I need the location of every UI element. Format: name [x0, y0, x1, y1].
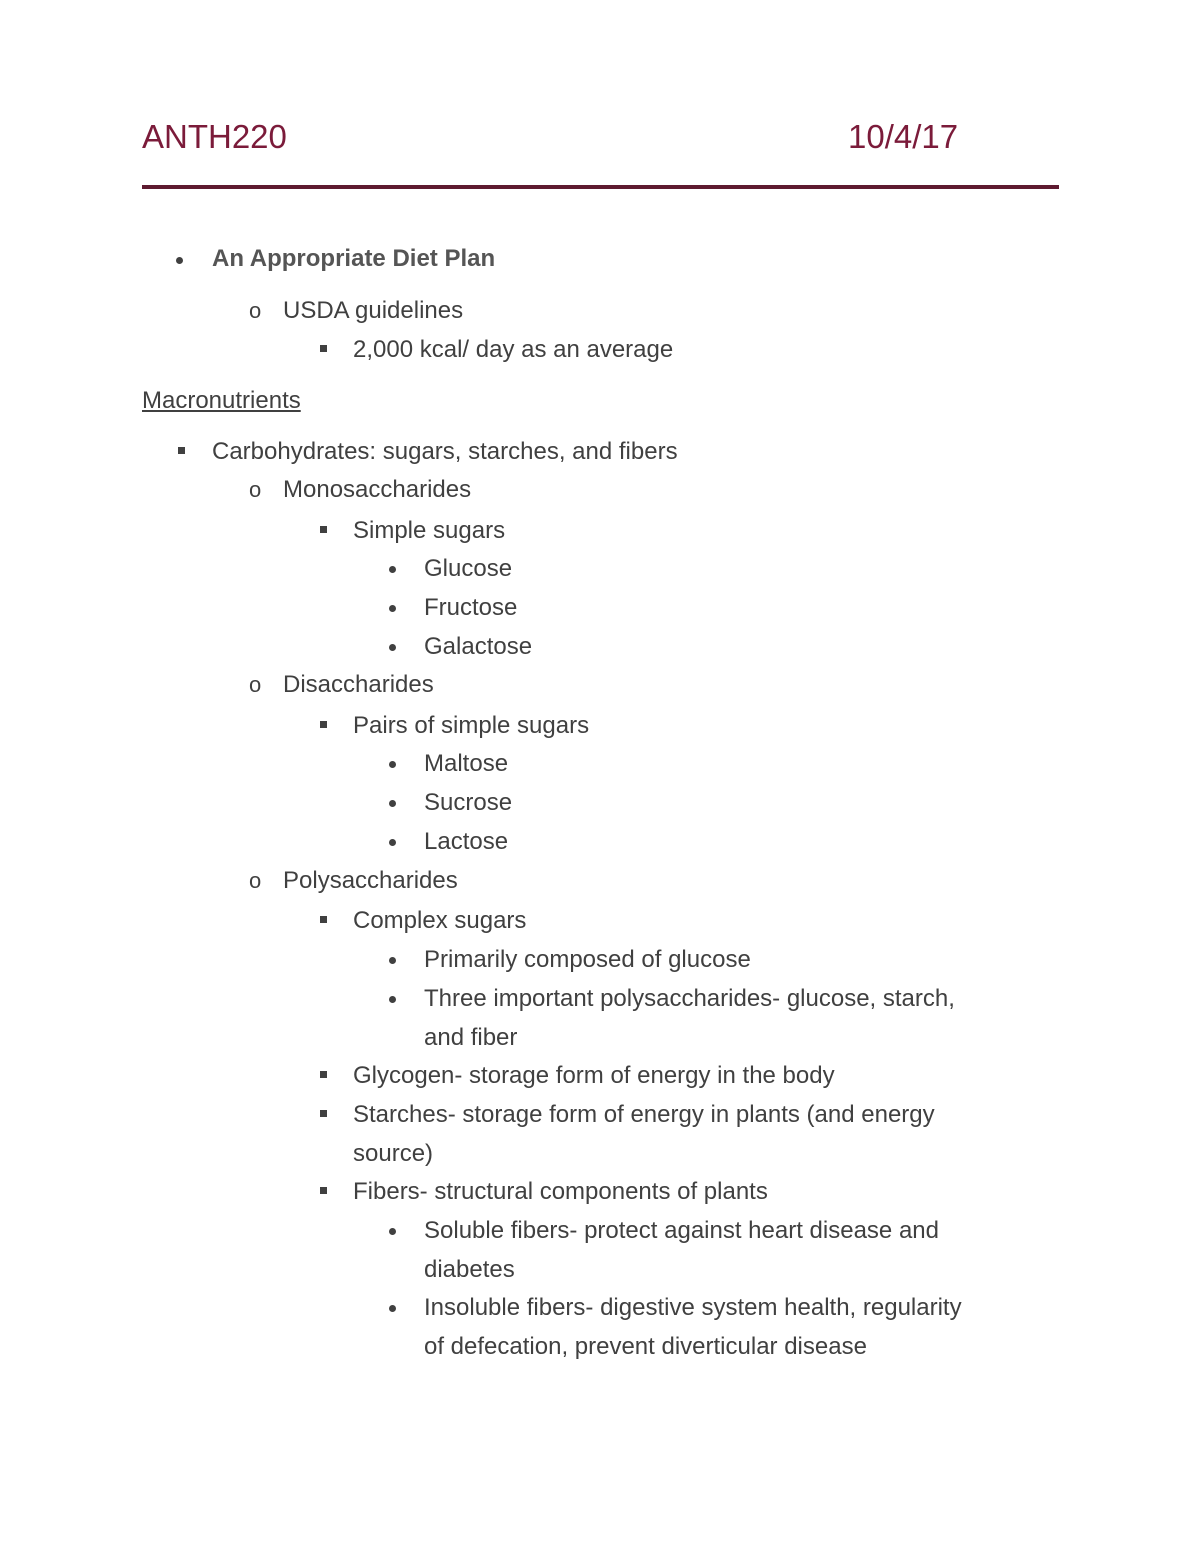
outline-item-mono: Monosaccharides: [283, 476, 472, 503]
outline-item-insoluble-line1: Insoluble fibers- digestive system health, regularity: [424, 1294, 962, 1321]
bullet-dot-icon: [389, 1228, 396, 1235]
outline-item-three-line2: and fiber: [424, 1024, 518, 1051]
outline-item-galactose: Galactose: [424, 633, 533, 660]
bullet-dot-icon: [176, 257, 183, 264]
outline-item-insoluble-line2: of defecation, prevent diverticular disease: [424, 1333, 867, 1360]
outline-item-sucrose: Sucrose: [424, 789, 513, 816]
bullet-square-icon: [320, 1071, 327, 1078]
bullet-square-icon: [178, 447, 185, 454]
bullet-square-icon: [320, 916, 327, 923]
header-rule: [142, 185, 1059, 189]
outline-item-primarily: Primarily composed of glucose: [424, 946, 751, 973]
bullet-circle-icon: o: [249, 477, 262, 502]
bullet-dot-icon: [389, 566, 396, 573]
bullet-dot-icon: [389, 761, 396, 768]
outline-item-simple: Simple sugars: [353, 517, 506, 544]
course-code: ANTH220: [142, 118, 287, 155]
bullet-circle-icon: o: [249, 298, 262, 323]
bullet-circle-icon: o: [249, 868, 262, 893]
bullet-dot-icon: [389, 839, 396, 846]
note-date: 10/4/17: [848, 118, 959, 155]
outline-item-usda: USDA guidelines: [283, 297, 464, 324]
outline-item-soluble-line1: Soluble fibers- protect against heart disease and: [424, 1217, 939, 1244]
outline-item-poly: Polysaccharides: [283, 867, 458, 894]
outline-item-complex: Complex sugars: [353, 907, 527, 934]
bullet-circle-icon: o: [249, 672, 262, 697]
outline-item-starches-line2: source): [353, 1140, 434, 1167]
outline-item-maltose: Maltose: [424, 750, 509, 777]
bullet-square-icon: [320, 1187, 327, 1194]
outline-item-glycogen: Glycogen- storage form of energy in the body: [353, 1062, 835, 1089]
outline-item-carbs: Carbohydrates: sugars, starches, and fibers: [212, 438, 678, 465]
page-header: [142, 118, 1058, 168]
bullet-dot-icon: [389, 1305, 396, 1312]
bullet-square-icon: [320, 345, 327, 352]
outline-item-three-line1: Three important polysaccharides- glucose, starch,: [424, 985, 955, 1012]
bullet-dot-icon: [389, 957, 396, 964]
outline-item-starches-line1: Starches- storage form of energy in plants (and energy: [353, 1101, 935, 1128]
section-heading-macronutrients: Macronutrients: [142, 387, 301, 414]
bullet-square-icon: [320, 1110, 327, 1117]
outline-heading-diet-plan: An Appropriate Diet Plan: [212, 245, 496, 272]
outline-item-glucose: Glucose: [424, 555, 513, 582]
outline-item-kcal: 2,000 kcal/ day as an average: [353, 336, 674, 363]
bullet-square-icon: [320, 721, 327, 728]
outline-item-fructose: Fructose: [424, 594, 518, 621]
bullet-dot-icon: [389, 605, 396, 612]
bullet-square-icon: [320, 526, 327, 533]
outline-item-lactose: Lactose: [424, 828, 509, 855]
outline-item-pairs: Pairs of simple sugars: [353, 712, 590, 739]
bullet-dot-icon: [389, 996, 396, 1003]
outline-item-di: Disaccharides: [283, 671, 434, 698]
outline-item-fibers: Fibers- structural components of plants: [353, 1178, 768, 1205]
outline-item-soluble-line2: diabetes: [424, 1256, 515, 1283]
bullet-dot-icon: [389, 644, 396, 651]
bullet-dot-icon: [389, 800, 396, 807]
